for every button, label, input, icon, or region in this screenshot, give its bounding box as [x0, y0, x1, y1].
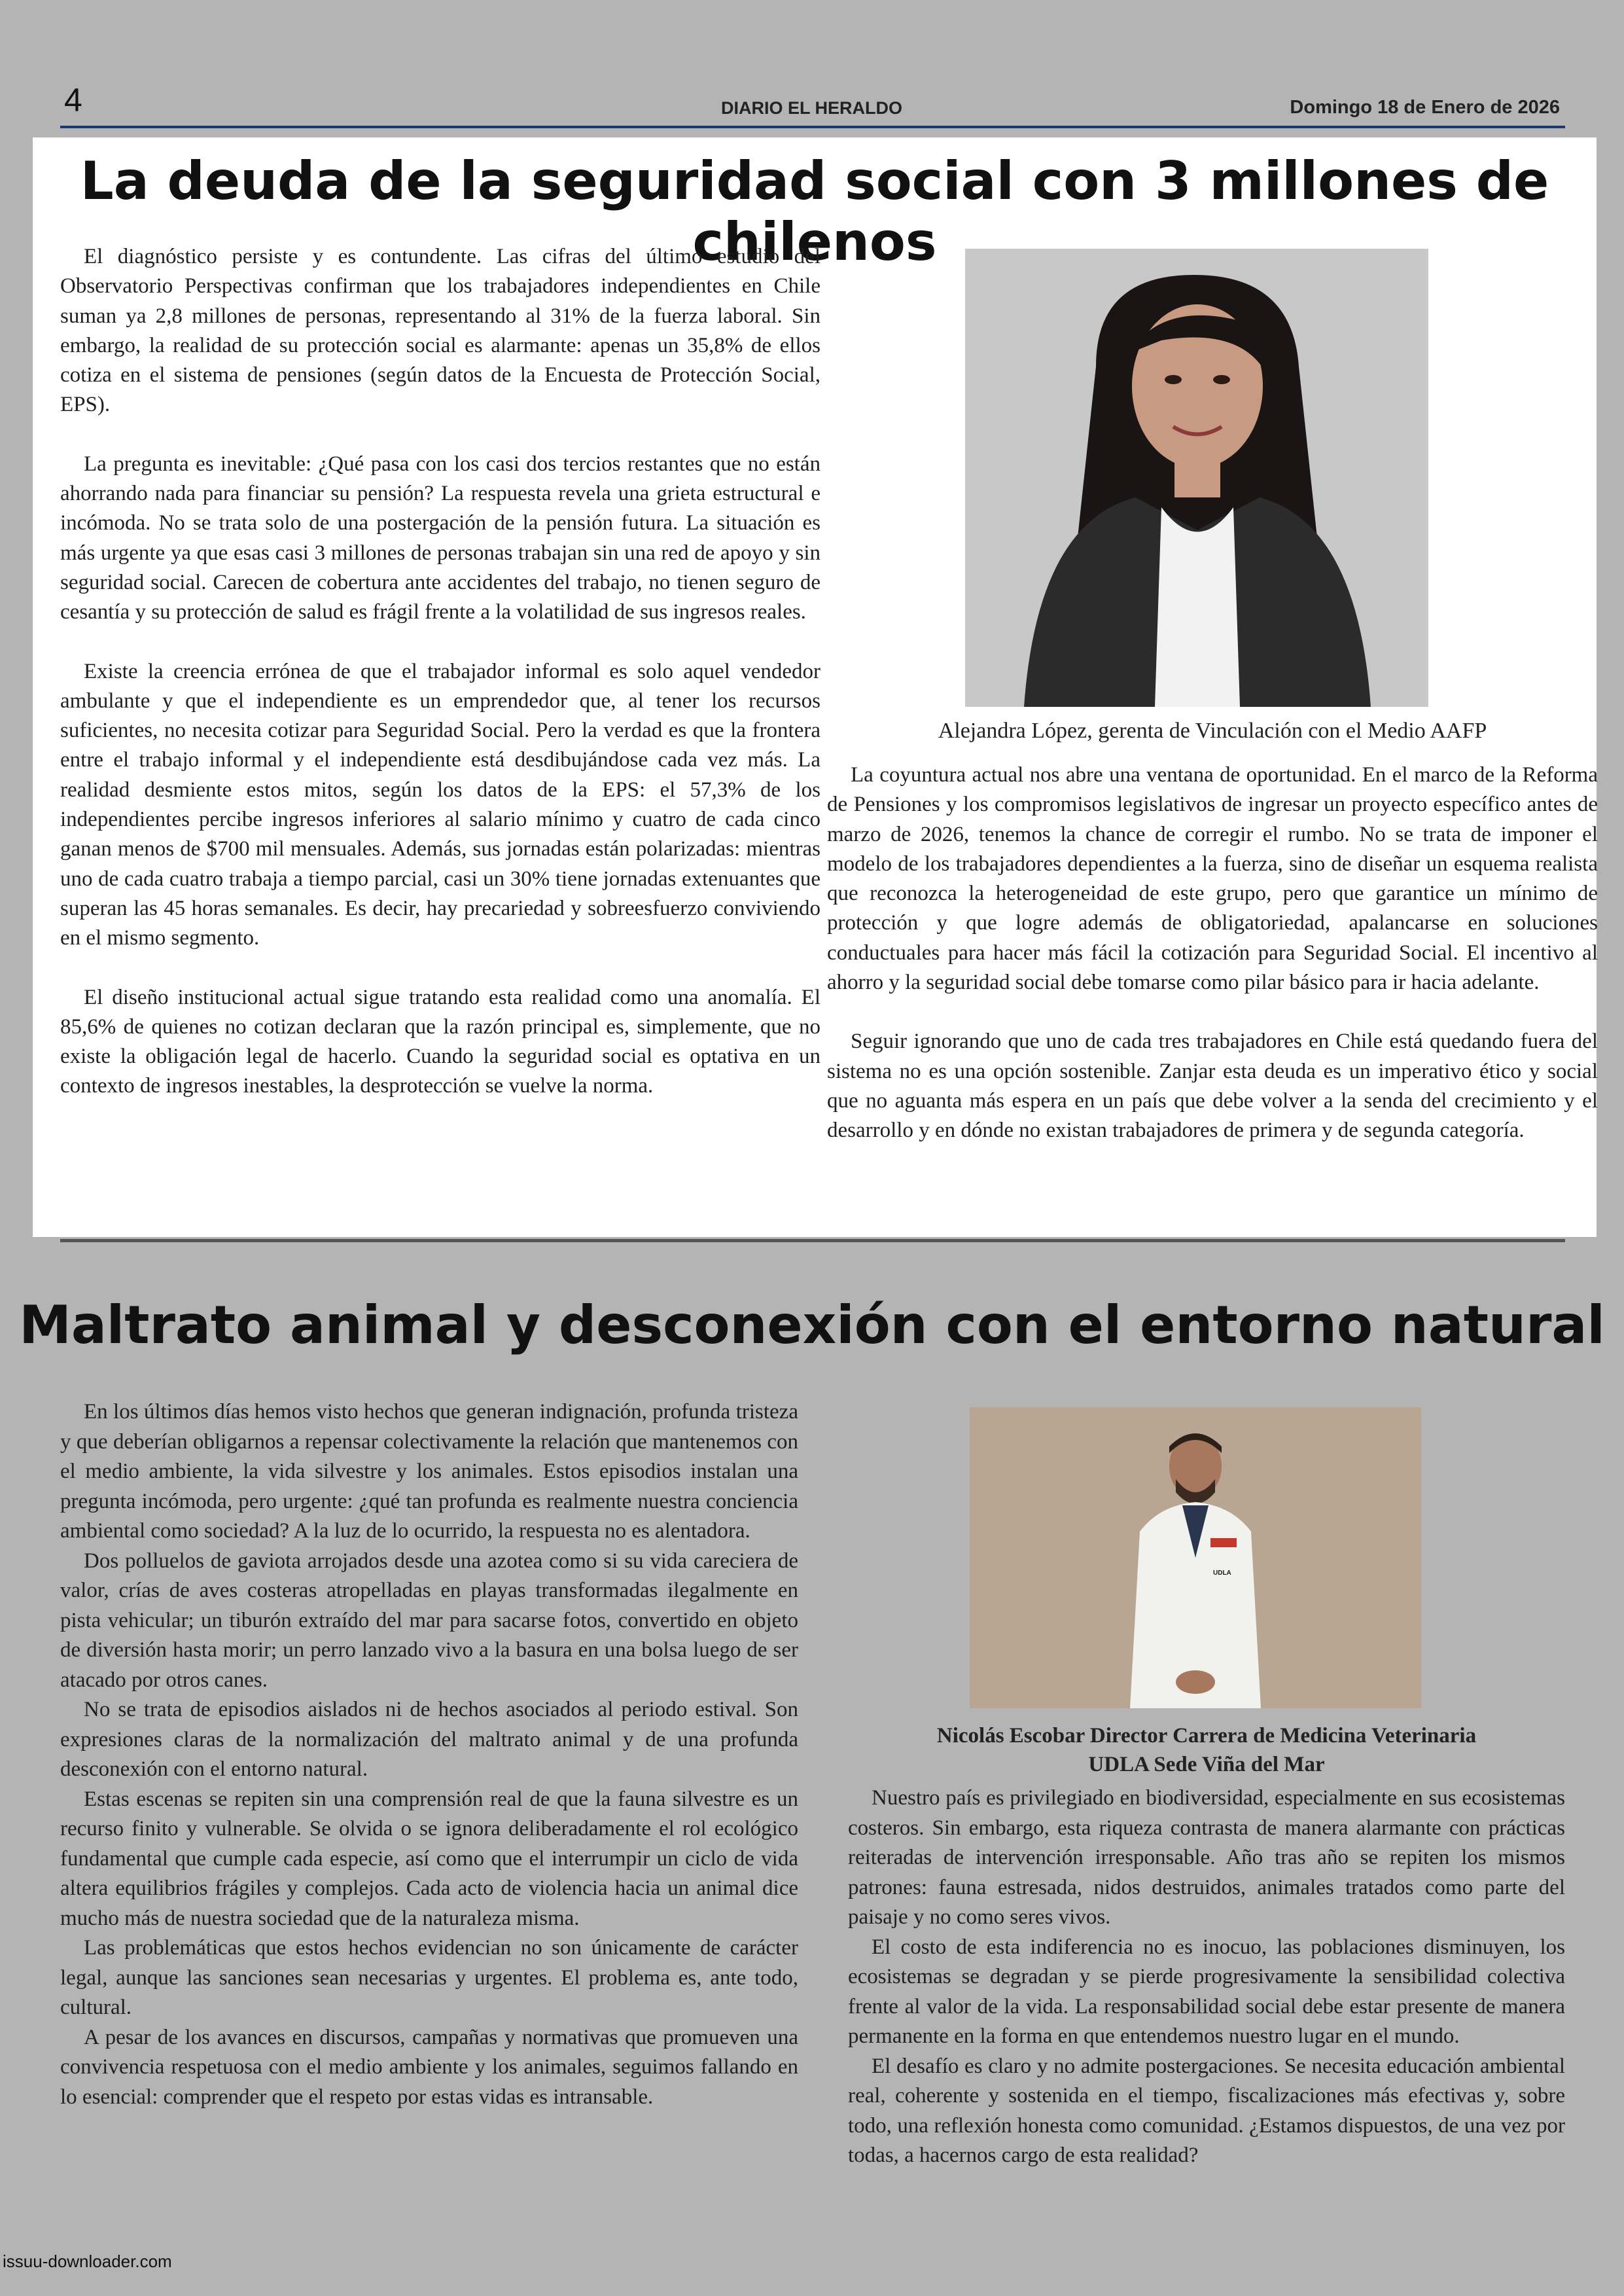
- article-2-title: Maltrato animal y desconexión con el entorno natural: [19, 1295, 1605, 1355]
- caption-line-institution: UDLA Sede Viña del Mar: [1088, 1753, 1325, 1776]
- photo-caption: [848, 1721, 1565, 1779]
- article-1-paragraph: El diagnóstico persiste y es contundente. Las cifras del último estudio del Observatorio Perspectivas confirman que los trabajadores independientes en Chile suman ya 2,8 millones de personas, representando al 31% de la fuerza laboral. Sin embargo, la realidad de su protección social es alarmante: apenas un 35,8% de ellos cotiza en el sistema de pensiones (según datos de la Encuesta de Protección Social, EPS).: [60, 245, 821, 417]
- article-1-right-column: [827, 761, 1598, 1175]
- portrait-man-illustration: [970, 1407, 1421, 1708]
- portrait-woman-illustration: [965, 249, 1428, 707]
- article-1-paragraph: Seguir ignorando que uno de cada tres trabajadores en Chile está quedando fuera del sistema no es una opción sostenible. Zanjar esta deuda es un imperativo ético y social que no aguanta más espera en un país que debe volver a la senda del crecimiento y el desarrollo y en dónde no existan trabajadores de primera y de segunda categoría.: [827, 1030, 1598, 1143]
- article-1-paragraph: Existe la creencia errónea de que el trabajador informal es solo aquel vendedor ambulante y que el independiente es un emprendedor que, al tener los recursos suficientes, no necesita cotizar para Seguridad Social. Pero la verdad es que la frontera entre el trabajo informal y el independiente está desdibujándose cada vez más. La realidad desmiente estos mitos, según los datos de la EPS: el 57,3% de los independientes percibe ingresos inferiores al salario mínimo y cuatro de cada cinco ganan menos de $700 mil mensuales. Además, sus jornadas están polarizadas: mientras uno de cada cuatro trabaja a tiempo parcial, casi un 30% tiene jornadas extenuantes que superan las 45 horas semanales. Es decir, hay precariedad y sobreesfuerzo conviviendo en el mismo segmento.: [60, 659, 821, 950]
- watermark-text: issuu-downloader.com: [3, 2251, 172, 2271]
- issue-date: Domingo 18 de Enero de 2026: [1290, 97, 1560, 118]
- article-2-left-column: [60, 1397, 798, 2112]
- article-2-paragraph: Dos polluelos de gaviota arrojados desde una azotea como si su vida careciera de valor, crías de aves costeras atropelladas en playas transformadas ilegalmente en pista vehicular; un tiburón extraído del mar para sacarse fotos, convertido en objeto de diversión hasta morir; un perro lanzado vivo a la basura en una bolsa luego de ser atacado por otros canes.: [60, 1549, 798, 1692]
- article-2-paragraph: Nuestro país es privilegiado en biodiversidad, especialmente en sus ecosistemas costeros. Sin embargo, esta riqueza contrasta de manera alarmante con prácticas reiteradas de intervención irresponsable. Año tras año se repiten los mismos patrones: fauna estresada, nidos destruidos, animales tratados como parte del paisaje y no como seres vivos.: [848, 1786, 1565, 1929]
- newspaper-name: DIARIO EL HERALDO: [721, 98, 903, 118]
- section-divider: [60, 1239, 1565, 1242]
- article-social-security: [33, 137, 1597, 1237]
- article-2-paragraph: El costo de esta indiferencia no es inocuo, las poblaciones disminuyen, los ecosistemas se degradan y se pierde progresivamente la sensibilidad colectiva frente al valor de la vida. La responsabilidad social debe estar presente de manera permanente en la forma en que entendemos nuestro lugar en el mundo.: [848, 1935, 1565, 2048]
- article-1-title: La deuda de la seguridad social con 3 millones de chilenos: [80, 151, 1549, 272]
- article-2-paragraph: En los últimos días hemos visto hechos que generan indignación, profunda tristeza y que deberían obligarnos a repensar colectivamente la relación que mantenemos con el medio ambiente, la vida silvestre y los animales. Estos episodios instalan una pregunta incómoda, pero urgente: ¿qué tan profunda es realmente nuestra conciencia ambiental como sociedad? A la luz de lo ocurrido, la respuesta no es alentadora.: [60, 1400, 798, 1543]
- article-1-paragraph: El diseño institucional actual sigue tratando esta realidad como una anomalía. El 85,6% de quienes no cotizan declaran que la razón principal es, simplemente, que no existe la obligación legal de hacerlo. Cuando la seguridad social es optativa en un contexto de ingresos inestables, la desprotección se vuelve la norma.: [60, 985, 821, 1098]
- caption-line-name: Nicolás Escobar Director Carrera de Medicina Veterinaria: [936, 1724, 1477, 1748]
- article-2-right-column: [848, 1784, 1565, 2171]
- article-2-paragraph: Estas escenas se repiten sin una comprensión real de que la fauna silvestre es un recurso finito y vulnerable. Se olvida o se ignora deliberadamente el rol ecológico fundamental que cumple cada especie, así como que el interrumpir un ciclo de vida altera equilibrios frágiles y complejos. Cada acto de violencia hacia un animal dice mucho más de nuestra sociedad que de la naturaleza misma.: [60, 1787, 798, 1930]
- article-1-paragraph: La pregunta es inevitable: ¿Qué pasa con los casi dos tercios restantes que no están ahorrando nada para financiar su pensión? La respuesta revela una grieta estructural e incómoda. No se trata solo de una postergación de la pensión futura. La situación es más urgente ya que esas casi 3 millones de personas trabajan sin una red de apoyo y sin seguridad social. Carecen de cobertura ante accidentes del trabajo, no tienen seguro de cesantía y su protección de salud es frágil frente a la volatilidad de sus ingresos reales.: [60, 452, 821, 624]
- author-photo-alejandra-lopez: [965, 249, 1428, 707]
- photo-caption: Alejandra López, gerenta de Vinculación con el Medio AAFP: [938, 719, 1487, 743]
- page-header: [60, 80, 1565, 128]
- article-2-paragraph: El desafío es claro y no admite postergaciones. Se necesita educación ambiental real, coherente y sostenida en el tiempo, fiscalizaciones más efectivas y, sobre todo, una reflexión honesta como comunidad. ¿Estamos dispuestos, de una vez por todas, a hacernos cargo de esta realidad?: [848, 2054, 1565, 2167]
- article-2-paragraph: No se trata de episodios aislados ni de hechos asociados al periodo estival. Son expresiones claras de la normalización del maltrato animal y de una profunda desconexión con el entorno natural.: [60, 1698, 798, 1781]
- article-2-paragraph: A pesar de los avances en discursos, campañas y normativas que promueven una convivencia respetuosa con el medio ambiente y los animales, seguimos fallando en lo esencial: comprender que el respeto por estas vidas es intransable.: [60, 2025, 798, 2109]
- coat-logo: UDLA: [1213, 1570, 1231, 1577]
- article-1-paragraph: La coyuntura actual nos abre una ventana de oportunidad. En el marco de la Reforma de Pensiones y los compromisos legislativos de ingresar un proyecto específico antes de marzo de 2026, tenemos la chance de corregir el rumbo. No se trata de imponer el modelo de los trabajadores dependientes a la fuerza, sino de diseñar un esquema realista que reconozca la heterogeneidad de este grupo, pero que garantice un mínimo de protección y que logre además de obligatoriedad, apalancarse en soluciones conductuales para hacer más fácil la cotización para Seguridad Social. El incentivo al ahorro y la seguridad social debe tomarse como pilar básico para ir hacia adelante.: [827, 763, 1598, 995]
- article-1-left-column: [60, 242, 821, 1131]
- author-photo-nicolas-escobar: [970, 1407, 1421, 1708]
- page-number: 4: [64, 82, 82, 118]
- article-2-paragraph: Las problemáticas que estos hechos evidencian no son únicamente de carácter legal, aunque las sanciones sean necesarias y urgentes. El problema es, ante todo, cultural.: [60, 1936, 798, 2019]
